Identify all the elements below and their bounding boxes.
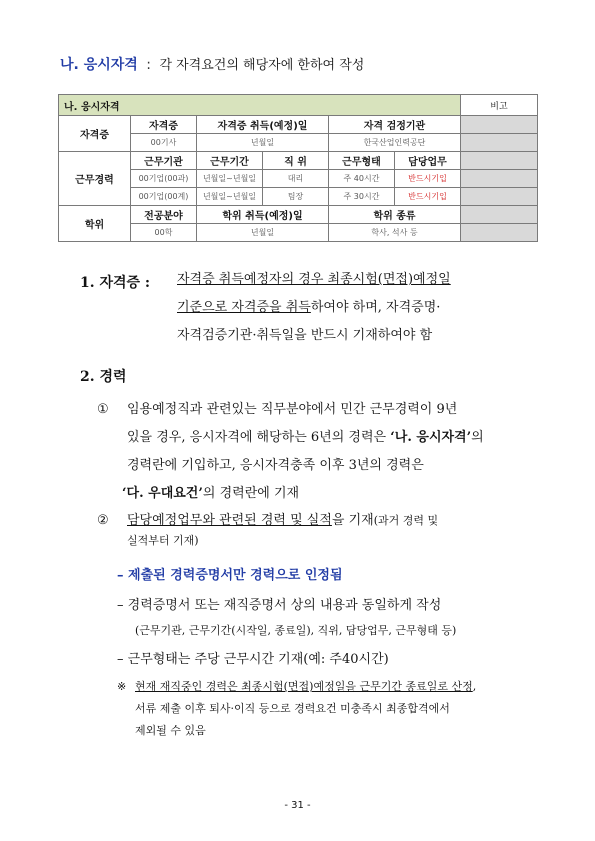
cert-col-header: 자격 검정기관 bbox=[329, 116, 461, 134]
career-cell-required: 반드시기입 bbox=[395, 188, 461, 206]
remark-cell bbox=[461, 134, 538, 152]
section-1-line: 자격증 취득예정자의 경우 최종시험(면접)예정일 bbox=[177, 272, 451, 287]
remark-cell bbox=[461, 170, 538, 188]
section-1-number: 1. 자격증 : bbox=[80, 275, 151, 291]
note-line bbox=[135, 676, 476, 698]
career-cell-required: 반드시기입 bbox=[395, 170, 461, 188]
cert-value-row bbox=[59, 134, 538, 152]
note-line: 서류 제출 이후 퇴사·이직 등으로 경력요건 미충족시 최종합격에서 bbox=[135, 702, 450, 715]
paragraph-line: 실적부터 기재) bbox=[127, 534, 199, 547]
remark-cell bbox=[461, 116, 538, 134]
bold-reference: ‘다. 우대요건’ bbox=[122, 486, 203, 501]
dash-item: – 경력증명서 또는 재직증명서 상의 내용과 동일하게 작성 bbox=[117, 598, 442, 613]
career-cell: 주 40시간 bbox=[329, 170, 395, 188]
remark-cell bbox=[461, 188, 538, 206]
remark-header: 비고 bbox=[461, 95, 538, 116]
text-span: , bbox=[472, 680, 477, 693]
dash-item: – 근무형태는 주당 근무시간 기재(예: 주40시간) bbox=[117, 652, 389, 667]
small-span: (과거 경력 및 bbox=[373, 514, 439, 527]
career-cell: 년월일~년월일 bbox=[197, 188, 263, 206]
qualification-table bbox=[58, 94, 538, 242]
career-col-header: 근무기간 bbox=[197, 152, 263, 170]
cert-value: 한국산업인력공단 bbox=[329, 134, 461, 152]
career-col-header: 근무형태 bbox=[329, 152, 395, 170]
section-2-marker-2: ② bbox=[97, 513, 109, 528]
degree-value: 학사, 석사 등 bbox=[329, 224, 461, 242]
career-cell: 팀장 bbox=[263, 188, 329, 206]
heading-colon: : bbox=[146, 57, 151, 73]
section-2-marker-1: ① bbox=[97, 402, 109, 417]
paragraph-line bbox=[127, 424, 484, 452]
heading-label: 나. 응시자격 bbox=[60, 57, 138, 73]
paragraph-line: 경력란에 기입하고, 응시자격충족 이후 3년의 경력은 bbox=[127, 458, 424, 473]
section-heading bbox=[60, 54, 364, 74]
cert-header-row bbox=[59, 116, 538, 134]
paragraph-line bbox=[122, 480, 484, 508]
career-cell: 00기업(00계) bbox=[131, 188, 197, 206]
degree-value: 년월일 bbox=[197, 224, 329, 242]
dash-item-emphasis: – 제출된 경력증명서만 경력으로 인정됨 bbox=[117, 568, 343, 583]
degree-row-header: 학위 bbox=[59, 206, 131, 242]
remark-cell bbox=[461, 206, 538, 224]
degree-col-header: 학위 종류 bbox=[329, 206, 461, 224]
section-1-underlined: 기준으로 자격증을 취득 bbox=[177, 300, 311, 315]
section-2-paragraph-1 bbox=[122, 396, 484, 508]
cert-row-header: 자격증 bbox=[59, 116, 131, 152]
career-col-header: 직 위 bbox=[263, 152, 329, 170]
remark-cell bbox=[461, 152, 538, 170]
section-1-text bbox=[177, 266, 451, 350]
text-span: 있을 경우, 응시자격에 해당하는 6년의 경력은 bbox=[127, 430, 391, 445]
note-marker: ※ bbox=[117, 680, 127, 693]
heading-description: 각 자격요건의 해당자에 한하여 작성 bbox=[159, 58, 365, 73]
career-cell: 주 30시간 bbox=[329, 188, 395, 206]
bold-reference: ‘나. 응시자격’ bbox=[390, 430, 472, 445]
page-number: - 31 - bbox=[284, 800, 311, 811]
career-row bbox=[59, 188, 538, 206]
remark-cell bbox=[461, 224, 538, 242]
career-header-row bbox=[59, 152, 538, 170]
career-row bbox=[59, 170, 538, 188]
cert-col-header: 자격증 bbox=[131, 116, 197, 134]
degree-col-header: 학위 취득(예정)일 bbox=[197, 206, 329, 224]
note-text bbox=[135, 676, 476, 742]
section-2-number: 2. 경력 bbox=[80, 369, 127, 385]
cert-value: 년월일 bbox=[197, 134, 329, 152]
cert-col-header: 자격증 취득(예정)일 bbox=[197, 116, 329, 134]
degree-header-row bbox=[59, 206, 538, 224]
dash-item-sub: (근무기관, 근무기간(시작일, 종료일), 직위, 담당업무, 근무형태 등) bbox=[135, 624, 457, 637]
section-1-text-span: 하여야 하며, 자격증명· bbox=[310, 300, 441, 315]
cert-value: 00기사 bbox=[131, 134, 197, 152]
paragraph-line: 임용예정직과 관련있는 직무분야에서 민간 근무경력이 9년 bbox=[127, 402, 458, 417]
career-col-header: 근무기관 bbox=[131, 152, 197, 170]
text-span: 의 bbox=[471, 430, 484, 445]
section-2-paragraph-2 bbox=[127, 507, 438, 551]
note-line: 제외될 수 있음 bbox=[135, 724, 206, 737]
table-title-row bbox=[59, 95, 538, 116]
degree-col-header: 전공분야 bbox=[131, 206, 197, 224]
career-col-header: 담당업무 bbox=[395, 152, 461, 170]
section-1-line: 자격검증기관·취득일을 반드시 기재하여야 함 bbox=[177, 328, 433, 343]
degree-value-row bbox=[59, 224, 538, 242]
career-cell: 00기업(00과) bbox=[131, 170, 197, 188]
career-row-header: 근무경력 bbox=[59, 152, 131, 206]
text-span: 의 경력란에 기재 bbox=[202, 486, 300, 501]
underlined-span: 담당예정업무와 관련된 경력 및 실적 bbox=[127, 513, 332, 528]
table-title: 나. 응시자격 bbox=[59, 95, 461, 116]
text-span: 을 기재 bbox=[331, 513, 374, 528]
section-1-line bbox=[177, 294, 451, 322]
underlined-span: 현재 재직중인 경력은 최종시험(면접)예정일을 근무기간 종료일로 산정 bbox=[135, 680, 473, 693]
career-cell: 년월일~년월일 bbox=[197, 170, 263, 188]
career-cell: 대리 bbox=[263, 170, 329, 188]
degree-value: 00학 bbox=[131, 224, 197, 242]
